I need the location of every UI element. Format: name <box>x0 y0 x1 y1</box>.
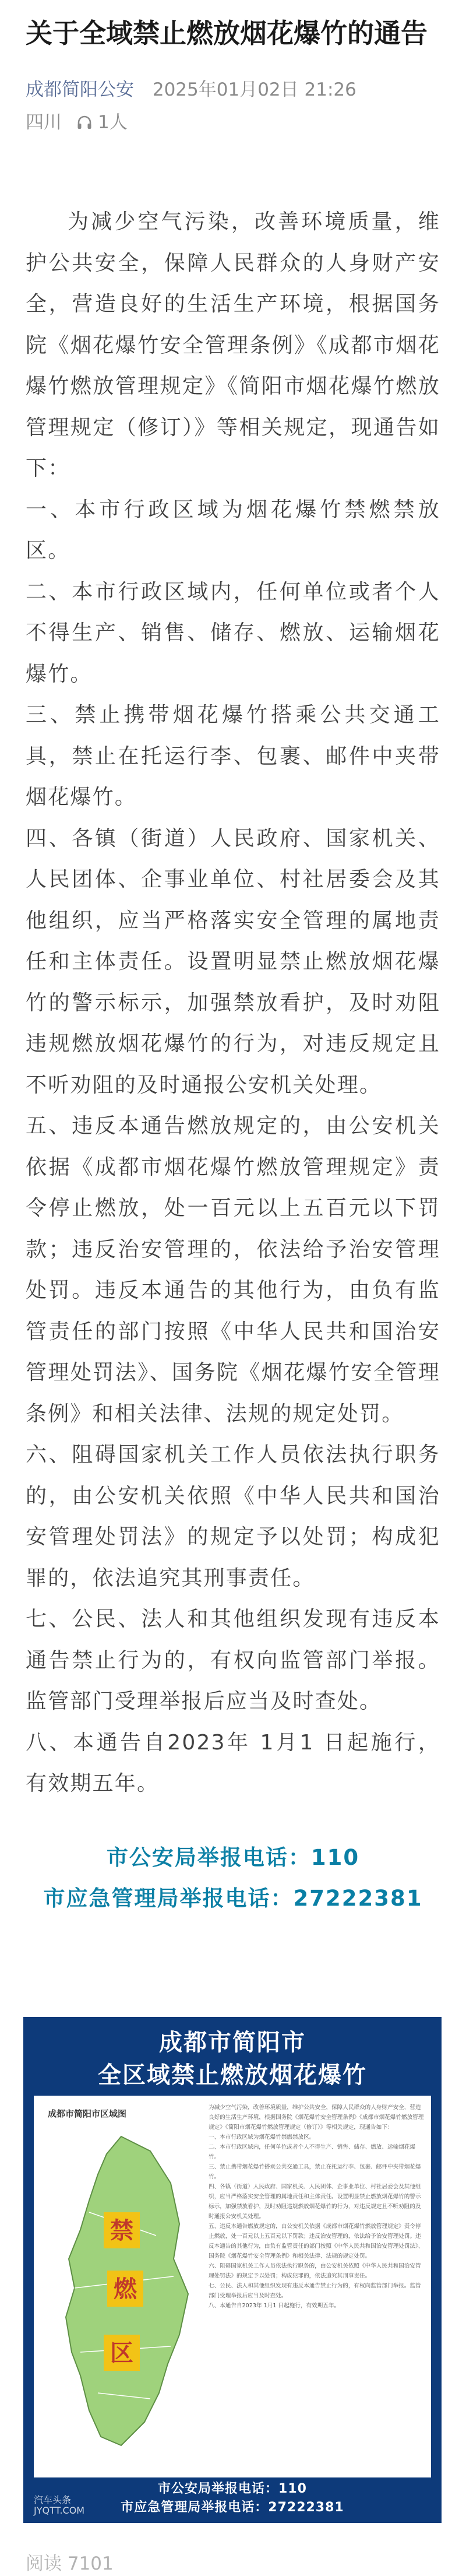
poster-paragraph: 四、各镇（街道）人民政府、国家机关、人民团体、企事业单位、村社居委会及其他组织，应当严格落实安全管理的属地责任和主体责任。设置明显禁止燃放烟花爆竹的警示标示，加强禁放看护，及时劝阻违规燃放烟花爆竹的行为，对违反规定且不听劝阻的及时通报公安机关处理。 <box>209 2184 421 2220</box>
clause-8: 八、本通告自2023年 1月1 日起施行，有效期五年。 <box>26 1730 440 1795</box>
listen-button[interactable] <box>76 106 128 139</box>
poster-title-line1: 成都市简阳市 <box>159 2029 306 2056</box>
publish-location: 四川 <box>26 112 62 133</box>
poster-notice-text <box>209 2103 424 2311</box>
poster-panel <box>34 2096 431 2477</box>
poster-paragraph: 五、违反本通告燃放规定的，由公安机关依据《成都市烟花爆竹燃放管理规定》责令停止燃放，处一百元以上五百元以下罚款；违反治安管理的，依法给予治安管理处罚。违反本通告的其他行为，由负有监管责任的部门按照《中华人民共和国治安管理处罚法》、国务院《烟花爆竹安全管理条例》和相关法律、法规的规定处罚。 <box>209 2223 424 2259</box>
map-char-2: 燃 <box>114 2276 137 2303</box>
read-count: 阅读 7101 <box>26 2553 114 2574</box>
image-watermark <box>34 2495 84 2516</box>
poster-paragraph: 一、本市行政区域为烟花爆竹禁燃禁放区。 <box>209 2134 315 2141</box>
clause-4: 四、各镇（街道）人民政府、国家机关、人民团体、企事业单位、村社居委会及其他组织，应当严格落实安全管理的属地责任和主体责任。设置明显禁止燃放烟花爆竹的警示标示，加强禁放看护，及时劝阻违规燃放烟花爆竹的行为，对违反规定且不听劝阻的及时通报公安机关处理。 <box>26 826 440 1097</box>
article-body <box>0 202 466 1805</box>
police-hotline: 市公安局举报电话：110 <box>106 1844 360 1870</box>
watermark-line1: 汽车头条 <box>34 2494 72 2505</box>
account-name-link[interactable]: 成都简阳公安 <box>26 79 134 100</box>
map-char-3: 区 <box>110 2340 133 2367</box>
clause-2: 二、本市行政区域内，任何单位或者个人不得生产、销售、储存、燃放、运输烟花爆竹。 <box>26 579 440 686</box>
poster-title-line2: 全区域禁止燃放烟花爆竹 <box>98 2062 367 2089</box>
poster-emergency-hotline: 市应急管理局举报电话：27222381 <box>121 2500 344 2515</box>
listener-count: 1人 <box>98 112 128 133</box>
hotlines <box>0 1837 466 1919</box>
watermark-line2: JYQTT.COM <box>34 2505 85 2516</box>
poster-paragraph: 八、本通告自2023年 1月1 日起施行，有效期五年。 <box>209 2303 340 2309</box>
poster-police-hotline: 市公安局举报电话：110 <box>158 2482 307 2496</box>
clause-6: 六、阻碍国家机关工作人员依法执行职务的，由公安机关依照《中华人民共和国治安管理处罚法》的规定予以处罚；构成犯罪的，依法追究其刑事责任。 <box>26 1443 440 1590</box>
article-meta <box>0 54 466 139</box>
poster-paragraph: 二、本市行政区域内，任何单位或者个人不得生产、销售、储存、燃放、运输烟花爆竹。 <box>209 2144 415 2160</box>
emergency-hotline: 市应急管理局举报电话：27222381 <box>43 1885 423 1911</box>
poster-paragraph: 三、禁止携带烟花爆竹搭乘公共交通工具，禁止在托运行李、包裹、邮件中夹带烟花爆竹。 <box>209 2164 421 2180</box>
notice-poster-image[interactable] <box>23 2017 442 2523</box>
intro-paragraph: 为减少空气污染，改善环境质量，维护公共安全，保障人民群众的人身财产安全，营造良好的生活生产环境，根据国务院《烟花爆竹安全管理条例》《成都市烟花爆竹燃放管理规定》《简阳市烟花爆竹燃放管理规定（修订）》等相关规定，现通告如下： <box>26 210 440 480</box>
publish-datetime: 2025年01月02日 21:26 <box>152 79 356 100</box>
map-char-1: 禁 <box>110 2217 133 2244</box>
clause-3: 三、禁止携带烟花爆竹搭乘公共交通工具，禁止在托运行李、包裹、邮件中夹带烟花爆竹。 <box>26 703 440 809</box>
poster-paragraph: 七、公民、法人和其他组织发现有违反本通告禁止行为的，有权向监管部门举报。监管部门受理举报后应当及时查处。 <box>209 2283 421 2299</box>
map-title: 成都市简阳市区域图 <box>48 2108 127 2119</box>
poster-footer <box>23 2480 442 2517</box>
article-title: 关于全域禁止燃放烟花爆竹的通告 <box>26 17 428 49</box>
poster-title <box>23 2017 442 2092</box>
region-map <box>34 2119 209 2469</box>
headphones-icon <box>76 114 93 131</box>
poster-paragraph: 六、阻碍国家机关工作人员依法执行职务的，由公安机关依照《中华人民共和国治安管理处罚法》的规定予以处罚；构成犯罪的，依法追究其刑事责任。 <box>209 2263 421 2279</box>
clause-7: 七、公民、法人和其他组织发现有违反本通告禁止行为的，有权向监管部门举报。监管部门受理举报后应当及时查处。 <box>26 1607 440 1713</box>
clause-5: 五、违反本通告燃放规定的，由公安机关依据《成都市烟花爆竹燃放管理规定》责令停止燃放，处一百元以上五百元以下罚款；违反治安管理的，依法给予治安管理处罚。违反本通告的其他行为，由负有监管责任的部门按照《中华人民共和国治安管理处罚法》、国务院《烟花爆竹安全管理条例》和相关法律、法规的规定处罚。 <box>26 1114 440 1426</box>
clause-1: 一、本市行政区域为烟花爆竹禁燃禁放区。 <box>26 497 440 563</box>
poster-paragraph: 为减少空气污染，改善环境质量，维护公共安全，保障人民群众的人身财产安全，营造良好的生活生产环境，根据国务院《烟花爆竹安全管理条例》《成都市烟花爆竹燃放管理规定》《简阳市烟花爆竹燃放管理规定（修订）》等相关规定，现通告如下： <box>209 2104 424 2131</box>
